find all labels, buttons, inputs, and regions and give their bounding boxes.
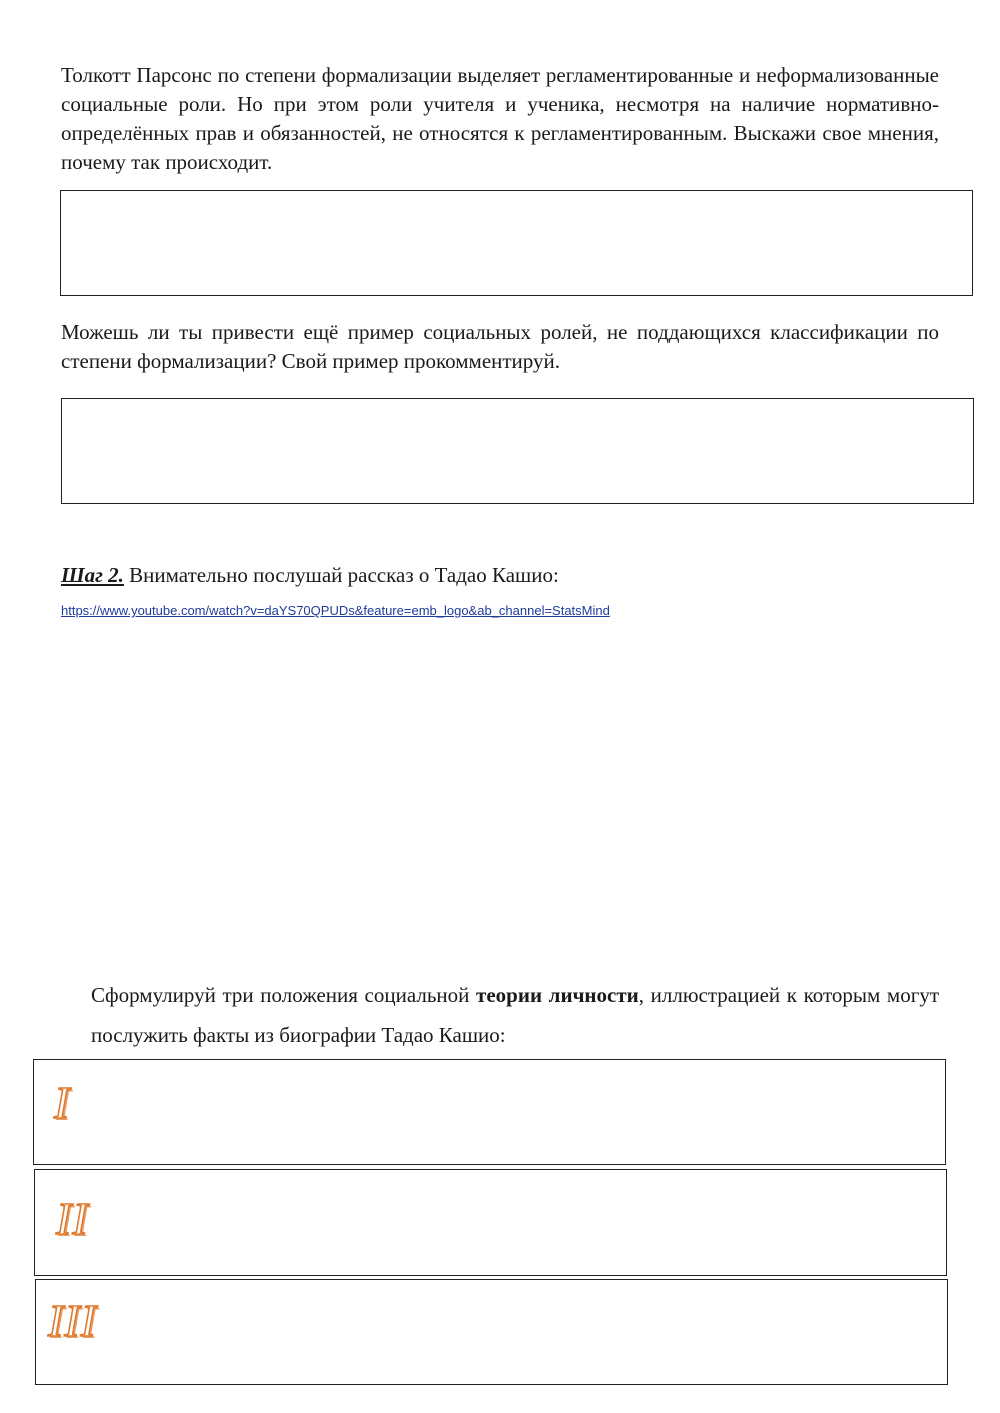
answer-input-1[interactable] [61, 191, 972, 295]
answer-box-II[interactable] [34, 1169, 947, 1276]
answer-input-I[interactable] [34, 1060, 945, 1164]
answer-box-1[interactable] [60, 190, 973, 296]
task3-text-after: , иллюстрацией к которым могут послужить факты из биографии Тадао Кашио: [91, 983, 939, 1047]
answer-box-III[interactable] [35, 1279, 948, 1385]
task1-question: Толкотт Парсонс по степени формализации выделяет регламентированные и неформализованные социальные роли. Но при этом роли учителя и ученика, несмотря на наличие нормативно-определённых прав и обязанностей, не относятся к регламентированным. Выскажи свое мнения, почему так происходит. [61, 63, 939, 174]
answer-input-II[interactable] [35, 1170, 946, 1275]
answer-box-2[interactable] [61, 398, 974, 504]
answer-input-2[interactable] [62, 399, 973, 503]
youtube-link[interactable]: https://www.youtube.com/watch?v=daYS70QPUDs&feature=emb_logo&ab_channel=StatsMind [61, 603, 610, 618]
task2-question: Можешь ли ты привести ещё пример социальных ролей, не поддающихся классификации по степени формализации? Свой пример прокомментируй. [61, 320, 939, 373]
roman-numeral-three: III [48, 1295, 97, 1346]
task3-question [91, 975, 939, 1055]
roman-numeral-two: II [56, 1193, 89, 1244]
answer-input-III[interactable] [36, 1280, 947, 1384]
step2-heading [61, 561, 559, 589]
step2-text: Внимательно послушай рассказ о Тадао Кашио: [123, 563, 559, 587]
answer-box-I[interactable] [33, 1059, 946, 1165]
task3-text-before: Сформулируй три положения социальной [91, 983, 477, 1007]
step2-label: Шаг 2. [61, 563, 124, 587]
task3-bold-term: теории личности [476, 983, 639, 1007]
roman-numeral-one: I [54, 1077, 71, 1128]
